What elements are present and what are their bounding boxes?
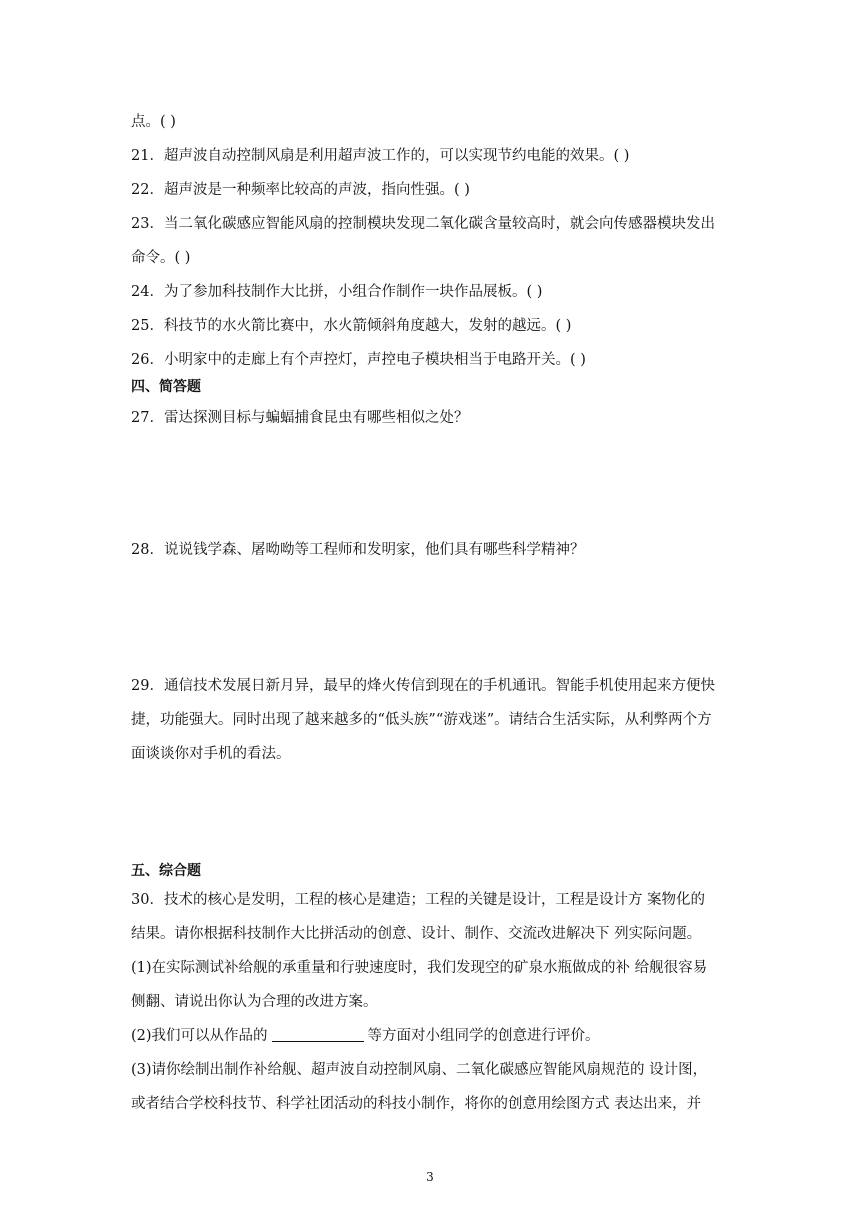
question-22: 22．超声波是一种频率比较高的声波，指向性强。( ) — [131, 182, 470, 198]
question-27: 27．雷达探测目标与蝙蝠捕食昆虫有哪些相似之处？ — [131, 410, 469, 426]
question-30-part-2-prefix: (2)我们可以从作品的 — [131, 1028, 268, 1044]
page-number: 3 — [426, 1170, 434, 1184]
question-25: 25．科技节的水火箭比赛中，水火箭倾斜角度越大，发射的越远。( ) — [131, 318, 572, 334]
question-30-part-2-suffix: 等方面对小组同学的创意进行评价。 — [367, 1028, 600, 1044]
question-29-line-2: 捷，功能强大。同时出现了越来越多的“低头族”“游戏迷”。请结合生活实际，从利弊两个方 — [131, 712, 712, 728]
question-24: 24．为了参加科技制作大比拼，小组合作制作一块作品展板。( ) — [131, 284, 543, 300]
question-30-part-3-line-2: 或者结合学校科技节、科学社团活动的科技小制作，将你的创意用绘图方式 表达出来，并 — [131, 1096, 702, 1112]
question-30-part-3-line-1: (3)请你绘制出制作补给舰、超声波自动控制风扇、二氧化碳感应智能风扇规范的 设计图， — [131, 1062, 708, 1078]
question-23-line-1: 23．当二氧化碳感应智能风扇的控制模块发现二氧化碳含量较高时，就会向传感器模块发出 — [131, 216, 715, 232]
question-29-line-1: 29．通信技术发展日新月异，最早的烽火传信到现在的手机通讯。智能手机使用起来方便快 — [131, 678, 715, 694]
section-heading-short-answer: 四、简答题 — [131, 379, 201, 395]
question-30-part-2 — [131, 1026, 600, 1046]
question-29-line-3: 面谈谈你对手机的看法。 — [131, 746, 291, 762]
section-heading-comprehensive: 五、综合题 — [131, 863, 201, 879]
question-23-line-2: 命令。( ) — [131, 250, 191, 266]
answer-blank[interactable] — [272, 1027, 364, 1042]
question-26: 26．小明家中的走廊上有个声控灯，声控电子模块相当于电路开关。( ) — [131, 352, 586, 368]
question-28: 28．说说钱学森、屠呦呦等工程师和发明家，他们具有哪些科学精神？ — [131, 542, 585, 558]
question-30-line-2: 结果。请你根据科技制作大比拼活动的创意、设计、制作、交流改进解决下 列实际问题。 — [131, 926, 702, 942]
question-30-part-1-line-1: (1)在实际测试补给舰的承重量和行驶速度时，我们发现空的矿泉水瓶做成的补 给舰很容易 — [131, 960, 708, 976]
question-30-line-1: 30．技术的核心是发明，工程的核心是建造；工程的关键是设计，工程是设计方 案物化的 — [131, 892, 706, 908]
question-20-continuation: 点。( ) — [131, 114, 176, 130]
question-21: 21．超声波自动控制风扇是利用超声波工作的，可以实现节约电能的效果。( ) — [131, 148, 630, 164]
question-30-part-1-line-2: 侧翻、请说出你认为合理的改进方案。 — [131, 994, 378, 1010]
